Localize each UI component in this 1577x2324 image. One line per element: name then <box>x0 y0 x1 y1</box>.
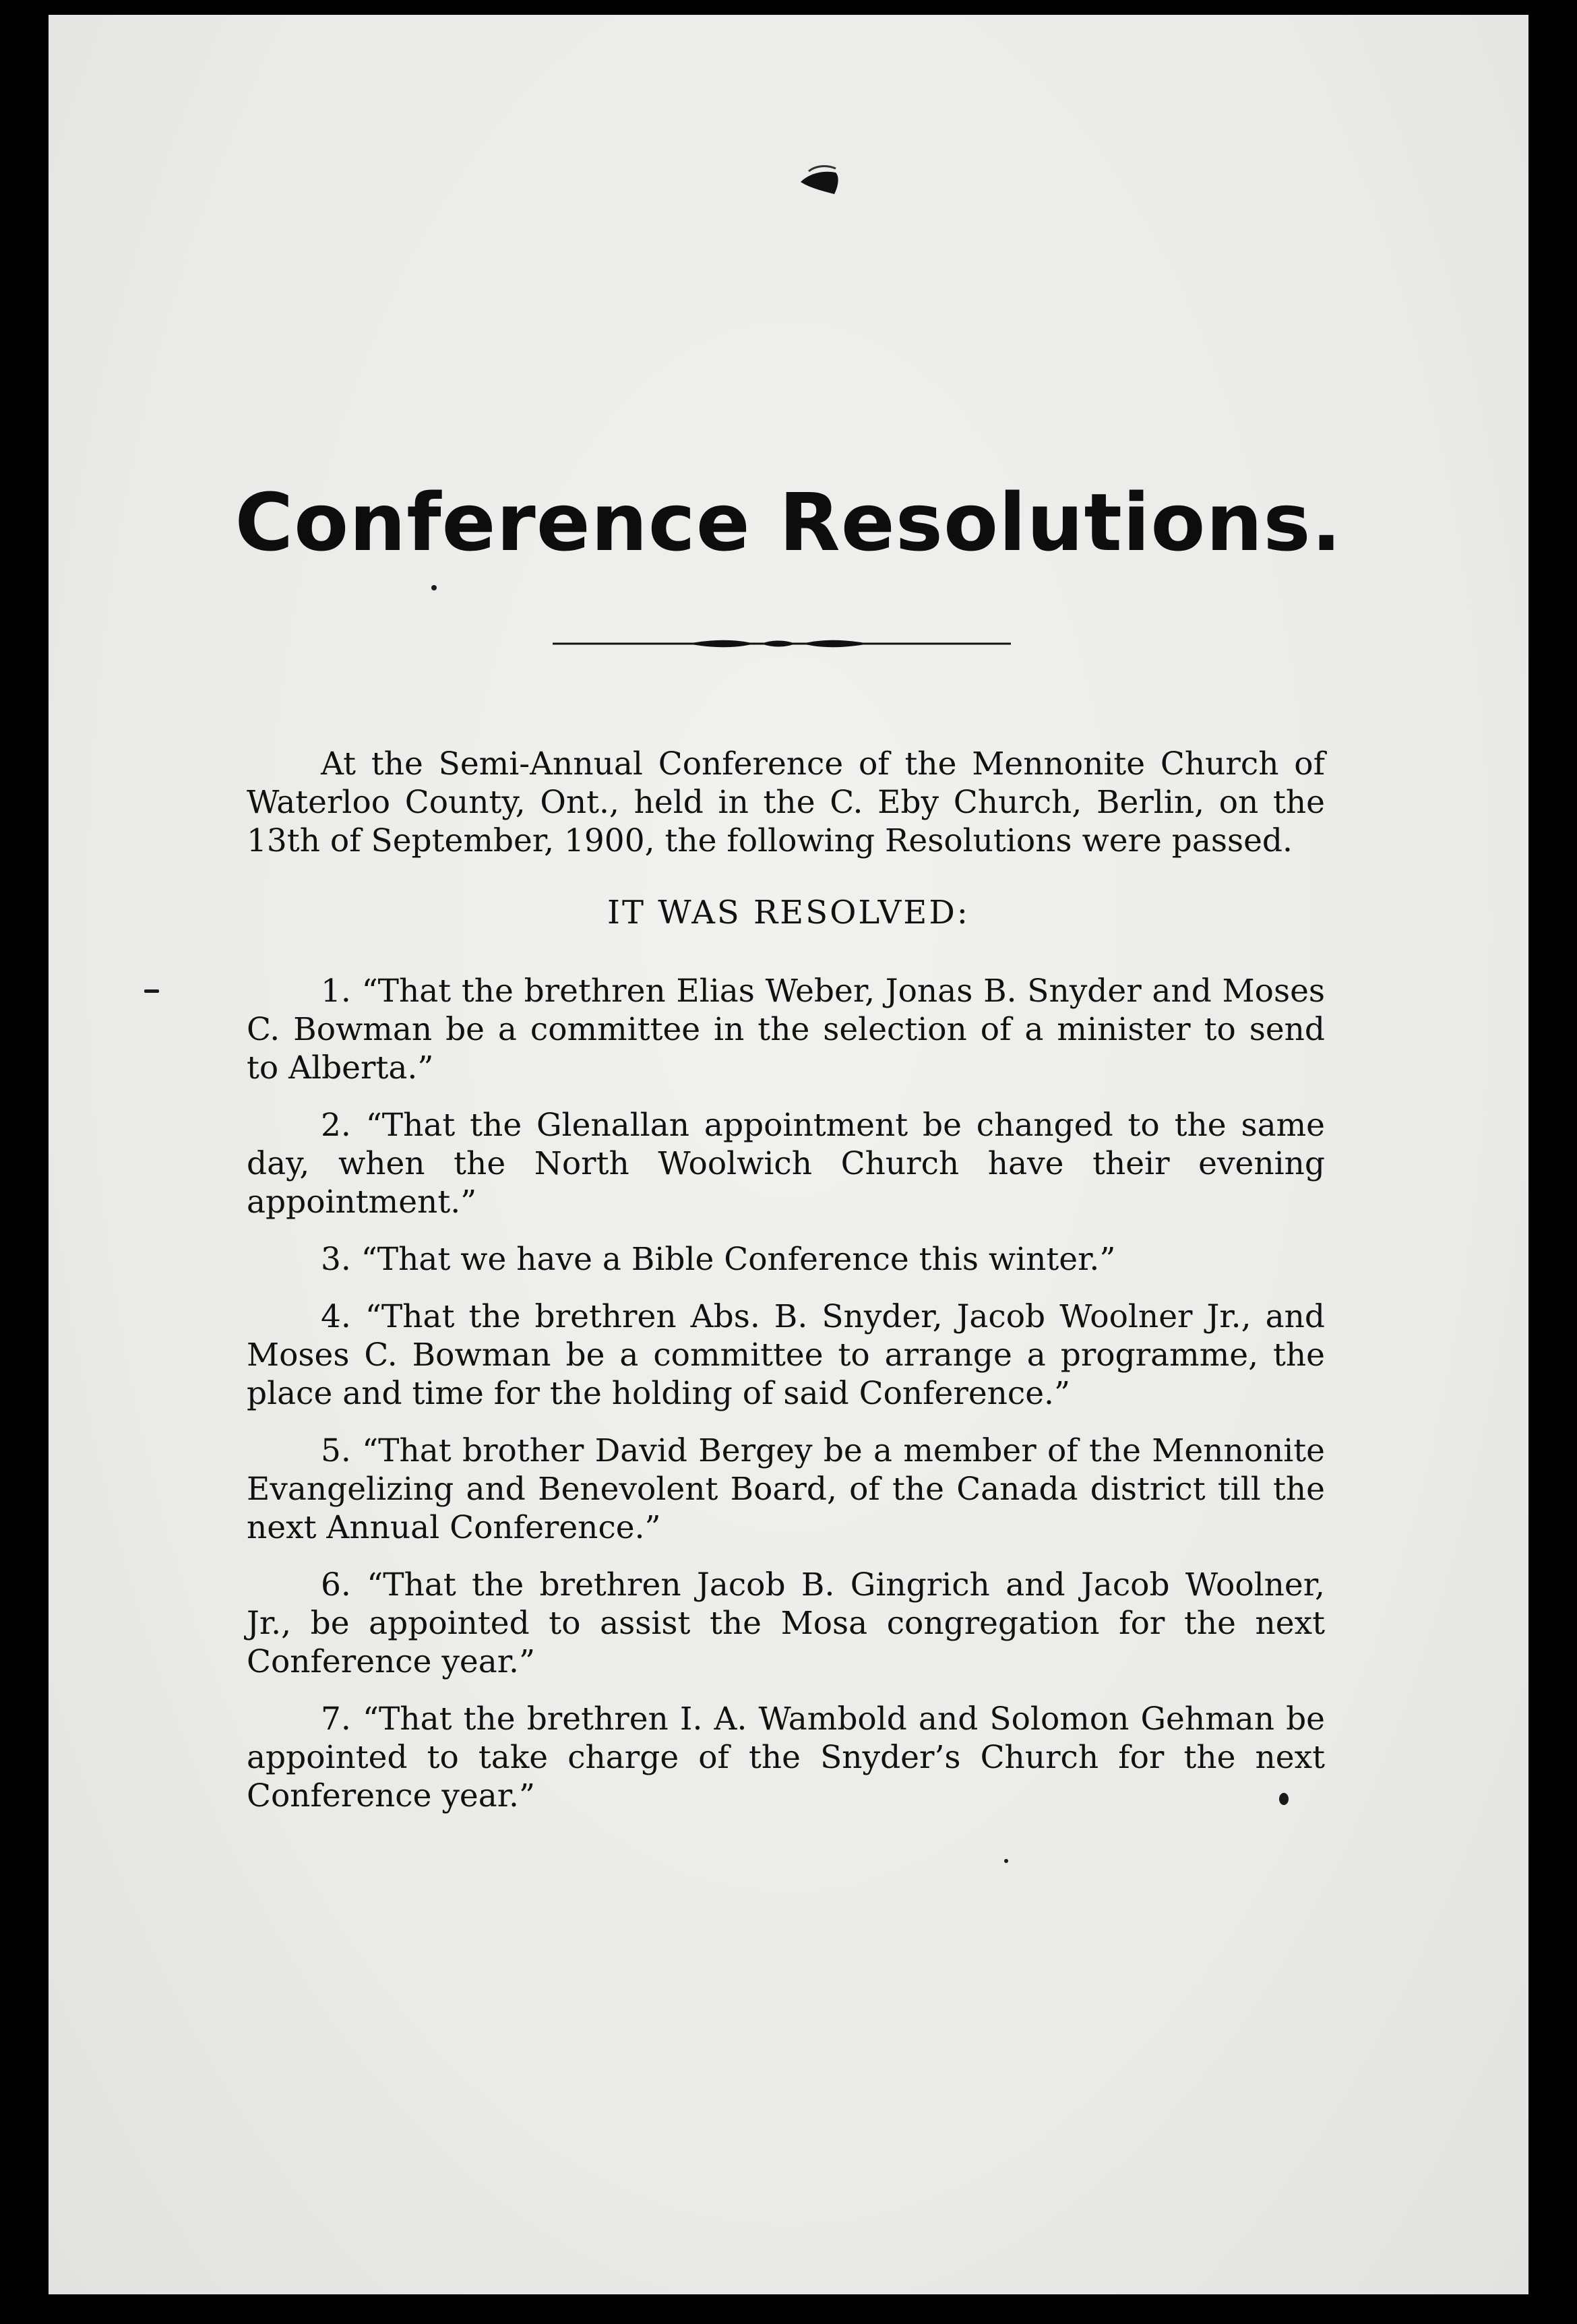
ink-speck <box>1004 1859 1008 1863</box>
intro-paragraph: At the Semi-Annual Conference of the Mennonite Church of Waterloo County, Ont., held in the C. Eby Church, Berlin, on the 13th of September, 1900, the following Resolutions were passed. <box>247 745 1325 859</box>
resolution-item: 1. “That the brethren Elias Weber, Jonas B. Snyder and Moses C. Bowman be a committee in the selection of a minister to send to Alberta.” <box>247 973 1325 1087</box>
resolution-item: 4. “That the brethren Abs. B. Snyder, Jacob Woolner Jr., and Moses C. Bowman be a committee to arrange a programme, the place and time for the holding of said Conference.” <box>247 1298 1325 1412</box>
resolution-item: 5. “That brother David Bergey be a member of the Mennonite Evangelizing and Benevolent Board, of the Canada district till the next Annual Conference.” <box>247 1432 1325 1546</box>
ink-speck <box>144 989 159 993</box>
section-heading: IT WAS RESOLVED: <box>607 894 970 931</box>
resolutions-list <box>247 972 1325 1834</box>
ink-blot-ornament <box>795 162 849 202</box>
ink-speck <box>431 585 437 590</box>
resolution-item: 7. “That the brethren I. A. Wambold and Solomon Gehman be appointed to take charge of the Snyder’s Church for the next Conference year.” <box>247 1701 1325 1814</box>
ink-speck <box>1279 1793 1289 1805</box>
resolution-item: 3. “That we have a Bible Conference this winter.” <box>321 1241 1116 1278</box>
resolution-item: 6. “That the brethren Jacob B. Gingrich and Jacob Woolner, Jr., be appointed to assist the Mosa congregation for the next Conference year.” <box>247 1566 1325 1680</box>
resolution-item: 2. “That the Glenallan appointment be changed to the same day, when the North Woolwich Church have their evening appointment.” <box>247 1107 1325 1221</box>
page-title: Conference Resolutions. <box>235 476 1342 569</box>
decorative-divider <box>553 634 1011 654</box>
